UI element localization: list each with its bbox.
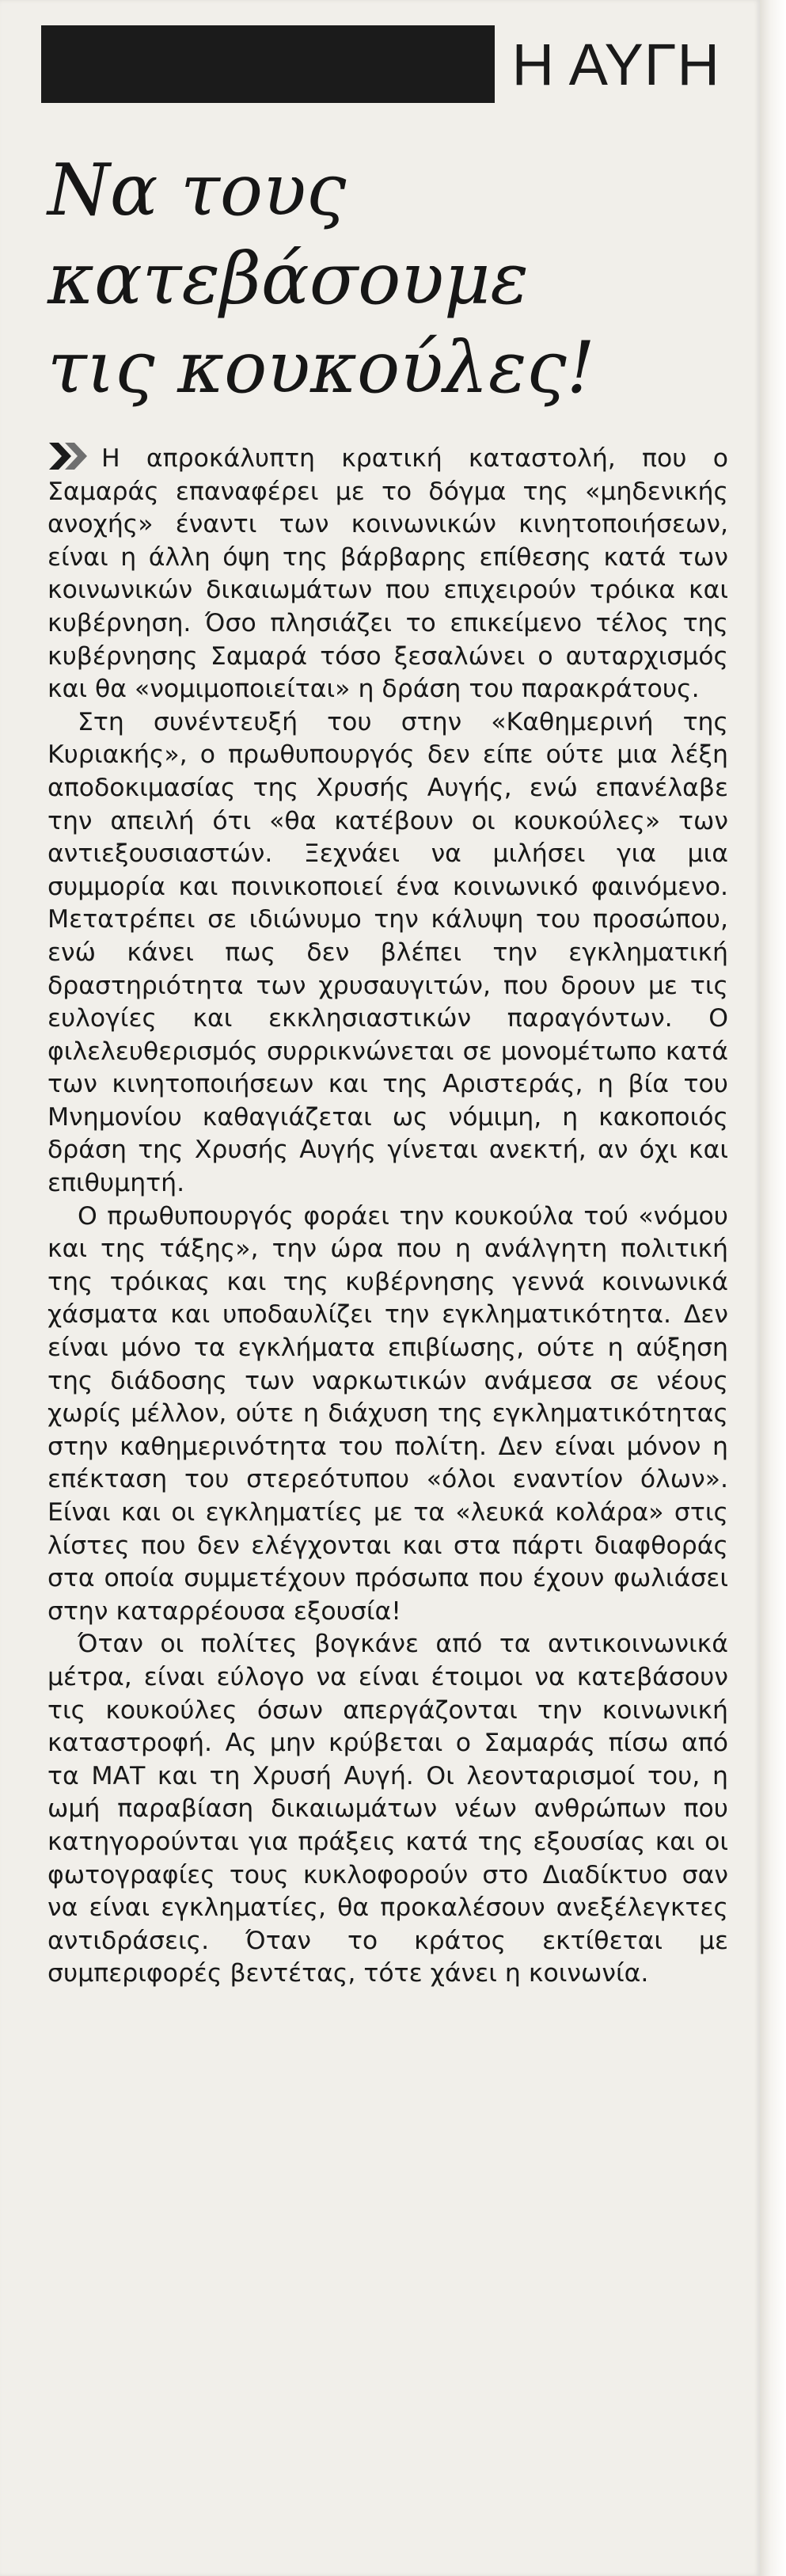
masthead-label: Η ΑΥΓΗ [495,25,731,103]
masthead-bar [41,25,731,103]
headline-line-2: κατεβάσουμε [47,238,529,321]
article-paragraph-3: Ο πρωθυπουργός φοράει την κουκούλα τού «νόμου και της τάξης», την ώρα που η ανάλγητη πολιτική της τρόικας και της κυβέρνησης γεννά κοινωνικά χάσματα και υποδαυλίζει την εγκληματικότητα. Δεν είναι μόνο τα εγκλήματα επιβίωσης, ούτε η αύξηση της διάδοσης των ναρκωτικών ανάμεσα σε νέους χωρίς μέλλον, ούτε η διάχυση της εγκληματικότητας στην καθημερινότητα του πολίτη. Δεν είναι μόνον η επέκταση του στερεότυπου «όλοι εναντίον όλων». Είναι και οι εγκληματίες με τα «λευκά κολάρα» στις λίστες που δεν ελέγχονται και στα πάρτι διαφθοράς στα οποία συμμετέχουν πρόσωπα που έχουν φωλιάσει στην καταρρέουσα εξουσία! [47,1201,728,1626]
double-chevron-quote-icon [47,439,95,473]
article-paragraph-1 [47,439,728,706]
headline [47,146,728,413]
article-paragraph-2: Στη συνέντευξή του στην «Καθημερινή της Κυριακής», ο πρωθυπουργός δεν είπε ούτε μια λέξη αποδοκιμασίας της Χρυσής Αυγής, ενώ επανέλαβε την απειλή ότι «θα κατέβουν οι κουκούλες» των αντιεξουσιαστών. Ξεχνάει να μιλήσει για μια συμμορία και ποινικοποιεί ένα κοινωνικό φαινόμενο. Μετατρέπει σε ιδιώνυμο την κάλυψη του προσώπου, ενώ κάνει πως δεν βλέπει την εγκληματική δραστηριότητα των χρυσαυγιτών, που δρουν με τις ευλογίες και εκκλησιαστικών παραγόντων. Ο φιλελευθερισμός συρρικνώνεται σε μονομέτωπο κατά των κινητοποιήσεων και της Αριστεράς, η βία του Μνημονίου καθαγιάζεται ως νόμιμη, η κακοποιός δράση της Χρυσής Αυγής γίνεται ανεκτή, αν όχι και επιθυμητή. [47,707,728,1198]
article-paragraph-1-text: Η απροκάλυπτη κρατική καταστολή, που ο Σαμαράς επαναφέρει με το δόγμα της «μηδενικής ανοχής» έναντι των κοινωνικών κινητοποιήσεων, είναι η άλλη όψη της βάρβαρης επίθεσης κατά των κοινωνικών δικαιωμάτων που επιχειρούν τρόικα και κυβέρνηση. Όσο πλησιάζει το επικείμενο τέλος της κυβέρνησης Σαμαρά τόσο ξεσαλώνει ο αυταρχισμός και θα «νομιμοποιείται» η δράση του παρακράτους. [47,444,728,704]
headline-line-3: τις κουκούλες! [47,326,595,409]
headline-line-1: Να τους [47,149,347,232]
adjacent-page-edge [760,0,786,2576]
article-body [47,439,728,1991]
article-paragraph-4: Όταν οι πολίτες βογκάνε από τα αντικοινωνικά μέτρα, είναι εύλογο να είναι έτοιμοι να κατεβάσουν τις κουκούλες όσων απεργάζονται την κοινωνική καταστροφή. Ας μην κρύβεται ο Σαμαράς πίσω από τα ΜΑΤ και τη Χρυσή Αυγή. Οι λεονταρισμοί του, η ωμή παραβίαση δικαιωμάτων νέων ανθρώπων που κατηγορούνται για πράξεις κατά της εξουσίας και οι φωτογραφίες τους κυκλοφορούν στο Διαδίκτυο σαν να είναι εγκληματίες, θα προκαλέσουν ανεξέλεγκτες αντιδράσεις. Όταν το κράτος εκτίθεται με συμπεριφορές βεντέτας, τότε χάνει η κοινωνία. [47,1630,728,1988]
